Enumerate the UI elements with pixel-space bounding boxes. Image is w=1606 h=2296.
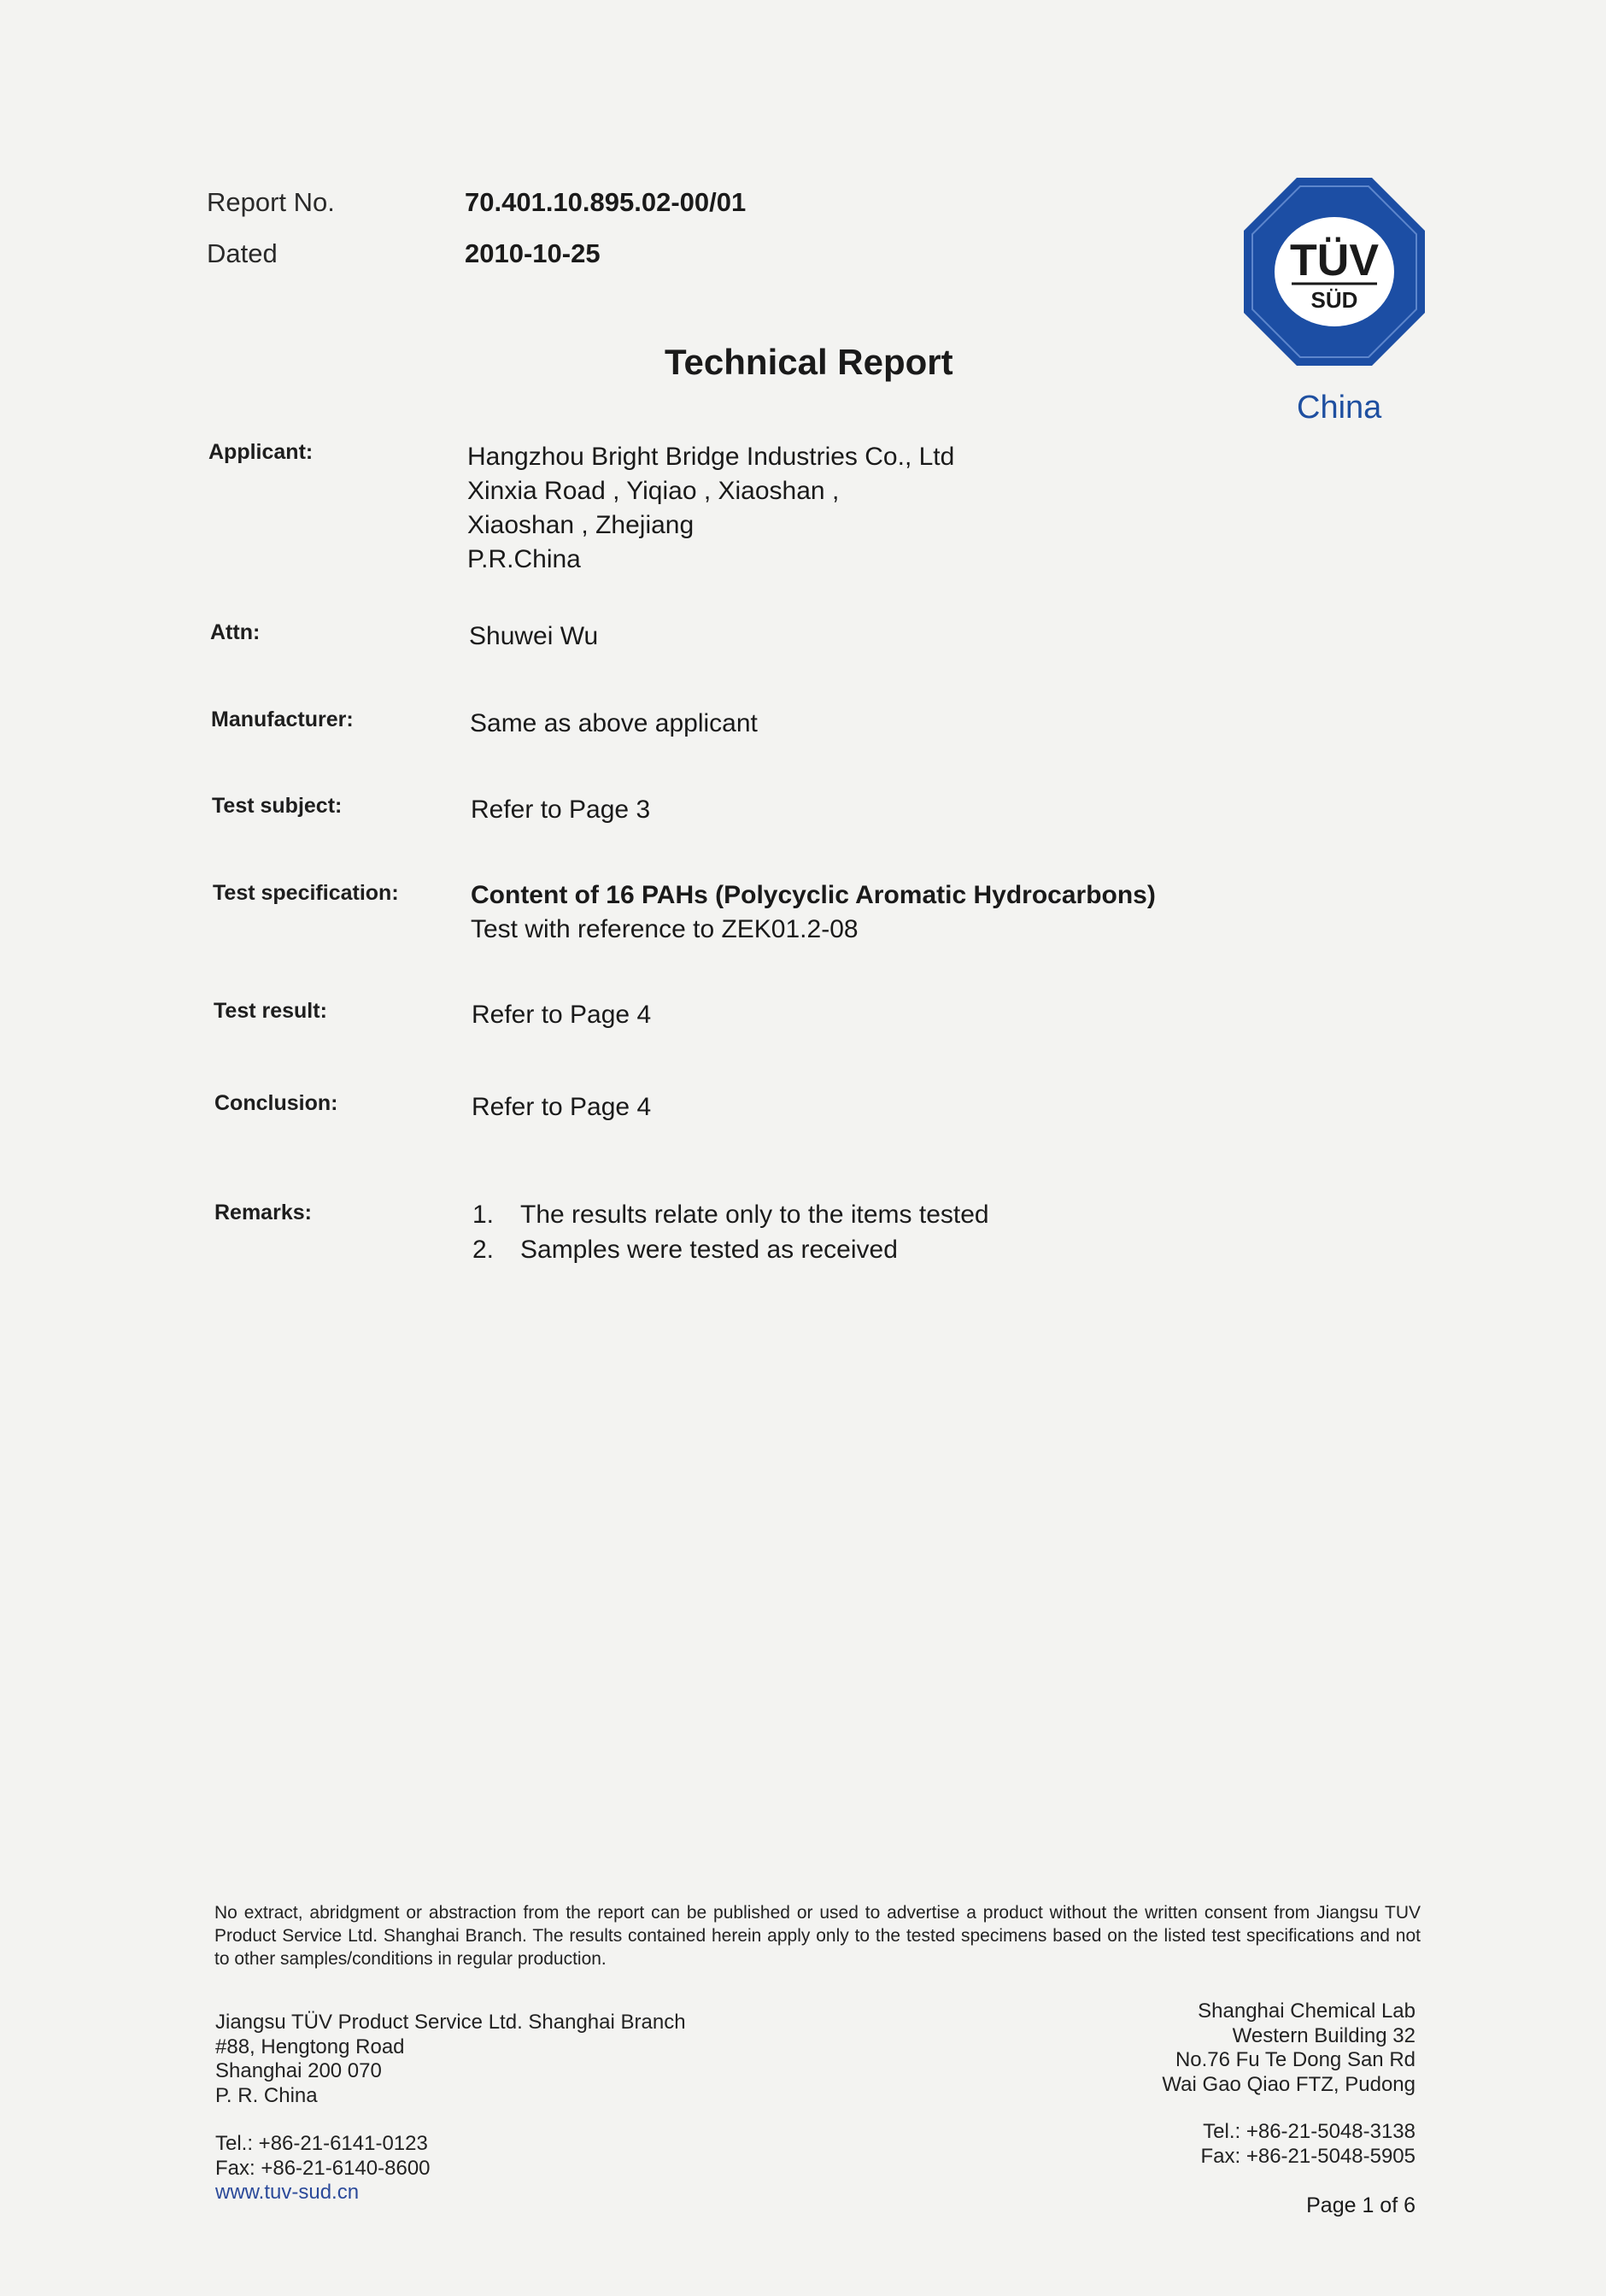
applicant-line: Hangzhou Bright Bridge Industries Co., Ltd	[467, 443, 955, 471]
conclusion-label: Conclusion:	[214, 1091, 338, 1115]
footer-left-tel: Tel.: +86-21-6141-0123	[215, 2132, 428, 2155]
attn-label: Attn:	[210, 620, 261, 644]
remarks-item	[472, 1232, 989, 1267]
remarks-item-text: The results relate only to the items tested	[520, 1201, 989, 1229]
test-specification-label: Test specification:	[213, 881, 399, 905]
footer-address-line: Shanghai 200 070	[215, 2059, 382, 2082]
manufacturer-value: Same as above applicant	[470, 709, 758, 737]
attn-value: Shuwei Wu	[469, 622, 599, 650]
applicant-line: P.R.China	[467, 545, 581, 573]
remarks-list	[472, 1197, 989, 1267]
footer-address-line: Jiangsu TÜV Product Service Ltd. Shanghai Branch	[215, 2011, 686, 2034]
page-number: Page 1 of 6	[1306, 2193, 1416, 2217]
footer-address-line: #88, Hengtong Road	[215, 2035, 405, 2058]
logo-brand-bottom: SÜD	[1310, 287, 1358, 313]
footer-left-address	[215, 2011, 686, 2108]
footer-right-contact	[1200, 2120, 1416, 2169]
applicant-line: Xiaoshan , Zhejiang	[467, 511, 695, 539]
applicant-value	[467, 440, 954, 577]
report-no-value: 70.401.10.895.02-00/01	[465, 187, 747, 217]
footer-address-line: Wai Gao Qiao FTZ, Pudong	[1162, 2072, 1416, 2096]
dated-value: 2010-10-25	[465, 238, 601, 268]
footer-left-fax: Fax: +86-21-6140-8600	[215, 2156, 431, 2180]
footer-address-line: Western Building 32	[1232, 2023, 1416, 2047]
logo-brand-top: TÜV	[1290, 236, 1379, 285]
footer-left-contact	[215, 2132, 431, 2205]
page-title: Technical Report	[665, 342, 953, 382]
remarks-item	[472, 1197, 989, 1232]
remarks-label: Remarks:	[214, 1201, 312, 1224]
footer-right-address	[1162, 1999, 1416, 2097]
dated-label: Dated	[207, 238, 278, 268]
remarks-item-number: 2.	[472, 1236, 495, 1264]
test-subject-value: Refer to Page 3	[471, 796, 651, 824]
footer-address-line: Shanghai Chemical Lab	[1198, 1999, 1416, 2023]
logo-region-label: China	[1297, 390, 1382, 426]
applicant-label: Applicant:	[208, 440, 314, 464]
test-specification-title: Content of 16 PAHs (Polycyclic Aromatic Hydrocarbons)	[471, 881, 1156, 909]
test-result-label: Test result:	[214, 999, 327, 1023]
remarks-item-number: 1.	[472, 1201, 495, 1229]
manufacturer-label: Manufacturer:	[211, 708, 354, 731]
report-no-label: Report No.	[207, 187, 335, 217]
disclaimer-text: No extract, abridgment or abstraction from the report can be published or used to advertise a product without the written consent from Jiangsu TUV Product Service Ltd. Shanghai Branch. The results contained herein apply only to the tested specimens based on the listed test specifications and not to other samples/conditions in regular production.	[214, 1903, 1421, 1969]
footer-address-line: No.76 Fu Te Dong San Rd	[1175, 2048, 1416, 2071]
footer-website-link[interactable]: www.tuv-sud.cn	[215, 2181, 360, 2204]
footer-right-fax: Fax: +86-21-5048-5905	[1200, 2144, 1416, 2168]
remarks-item-text: Samples were tested as received	[520, 1236, 898, 1264]
test-subject-label: Test subject:	[212, 794, 343, 818]
test-specification-reference: Test with reference to ZEK01.2-08	[471, 915, 859, 943]
test-specification-value	[471, 878, 1156, 947]
test-result-value: Refer to Page 4	[472, 1001, 652, 1029]
footer-address-line: P. R. China	[215, 2083, 318, 2107]
tuv-sud-logo	[1240, 174, 1428, 369]
applicant-line: Xinxia Road , Yiqiao , Xiaoshan ,	[467, 477, 840, 505]
footer-right-tel: Tel.: +86-21-5048-3138	[1203, 2120, 1416, 2143]
conclusion-value: Refer to Page 4	[472, 1093, 652, 1121]
